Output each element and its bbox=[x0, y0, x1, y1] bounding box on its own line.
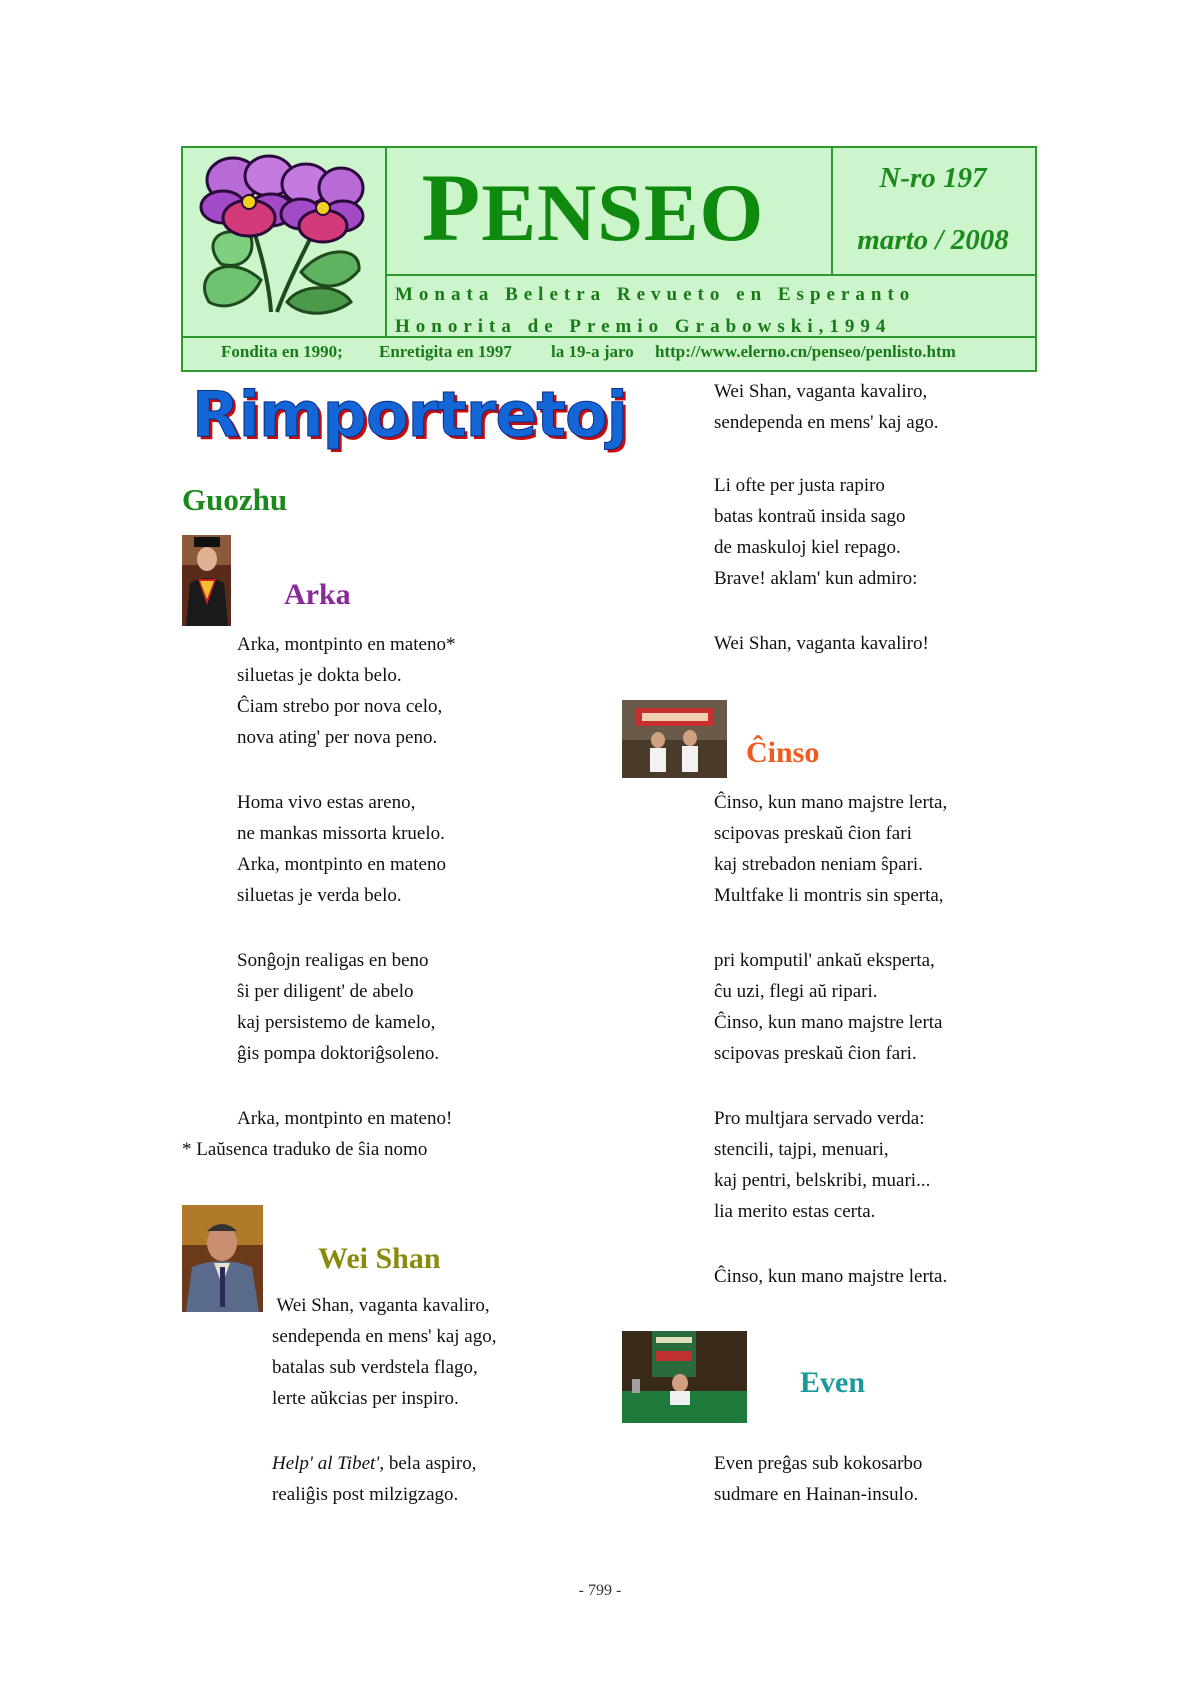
wei-shan-line-6: realiĝis post milzigzago. bbox=[272, 1484, 459, 1505]
arka-stanza-3: Sonĝojn realigas en beno ŝi per diligent' de abelo kaj persistemo de kamelo, ĝis pompa doktoriĝsoleno. bbox=[237, 950, 440, 1064]
arka-title: Arka bbox=[284, 578, 351, 611]
arka-footnote: * Laŭsenca traduko de ŝia nomo bbox=[182, 1139, 428, 1160]
arka-stanza-1: Arka, montpinto en mateno* siluetas je dokta belo. Ĉiam strebo por nova celo, nova ating' per nova peno. bbox=[237, 634, 456, 748]
tagline: Monata Beletra Revueto en Esperanto bbox=[395, 284, 916, 305]
arka-stanza-2: Homa vivo estas areno, ne mankas missorta kruelo. Arka, montpinto en mateno siluetas je verda belo. bbox=[237, 792, 446, 906]
page-number: - 799 - bbox=[578, 1582, 622, 1599]
registered-text: Enretigita en 1997 bbox=[379, 342, 512, 361]
wei-shan-line-5 bbox=[272, 1448, 476, 1479]
wei-shan-photo bbox=[182, 1205, 263, 1312]
award-line: Honorita de Premio Grabowski,1994 bbox=[395, 316, 892, 337]
cinso-stanza-2: pri komputil' ankaŭ eksperta, ĉu uzi, flegi aŭ ripari. Ĉinso, kun mano majstre lerta scipovas preskaŭ ĉion fari. bbox=[714, 950, 943, 1064]
even-photo bbox=[622, 1331, 747, 1423]
year-text: la 19-a jaro bbox=[551, 342, 634, 361]
masthead bbox=[181, 146, 1037, 372]
even-title: Even bbox=[800, 1366, 866, 1399]
cinso-stanza-1: Ĉinso, kun mano majstre lerta, scipovas preskaŭ ĉion fari kaj strebadon neniam ŝpari. Multfake li montris sin sperta, bbox=[714, 792, 948, 906]
cinso-stanza-3: Pro multjara servado verda: stencili, tajpi, menuari, kaj pentri, belskribi, muari... lia merito estas certa. bbox=[714, 1108, 931, 1222]
issue-number: N-ro 197 bbox=[879, 162, 987, 194]
wei-shan-title: Wei Shan bbox=[318, 1242, 441, 1275]
section-heading: Rimportretoj bbox=[192, 378, 627, 451]
issue-date: marto / 2008 bbox=[857, 224, 1009, 256]
wei-shan-stanza-2: Li ofte per justa rapiro batas kontraŭ insida sago de maskuloj kiel repago. Brave! aklam' kun admiro: bbox=[714, 475, 918, 589]
website-link[interactable]: http://www.elerno.cn/penseo/penlisto.htm bbox=[655, 342, 956, 361]
cinso-closing-line: Ĉinso, kun mano majstre lerta. bbox=[714, 1266, 948, 1287]
divider bbox=[385, 274, 1037, 276]
founded-text: Fondita en 1990; bbox=[221, 342, 343, 361]
magazine-title: PENSEO bbox=[421, 154, 765, 261]
wei-shan-closing-line: Wei Shan, vaganta kavaliro! bbox=[714, 633, 929, 654]
cinso-title: Ĉinso bbox=[746, 736, 820, 769]
wei-shan-stanza-1-cont: Wei Shan, vaganta kavaliro, sendependa en mens' kaj ago. bbox=[714, 381, 939, 433]
info-row bbox=[183, 337, 1035, 370]
even-stanza-1: Even preĝas sub kokosarbo sudmare en Hainan-insulo. bbox=[714, 1453, 923, 1505]
wei-shan-stanza-1: Wei Shan, vaganta kavaliro, sendependa en mens' kaj ago, batalas sub verdstela flago, lerte aŭkcias per inspiro. bbox=[272, 1295, 497, 1409]
poet-name: Guozhu bbox=[182, 482, 288, 517]
pansy-flower-logo bbox=[191, 152, 369, 320]
wei-shan-italic-phrase: Help' al Tibet' bbox=[272, 1453, 380, 1474]
arka-closing-line: Arka, montpinto en mateno! bbox=[237, 1108, 453, 1129]
wei-shan-line-5-rest: , bela aspiro, bbox=[379, 1453, 477, 1474]
cinso-photo bbox=[622, 700, 727, 778]
arka-photo bbox=[182, 535, 231, 626]
